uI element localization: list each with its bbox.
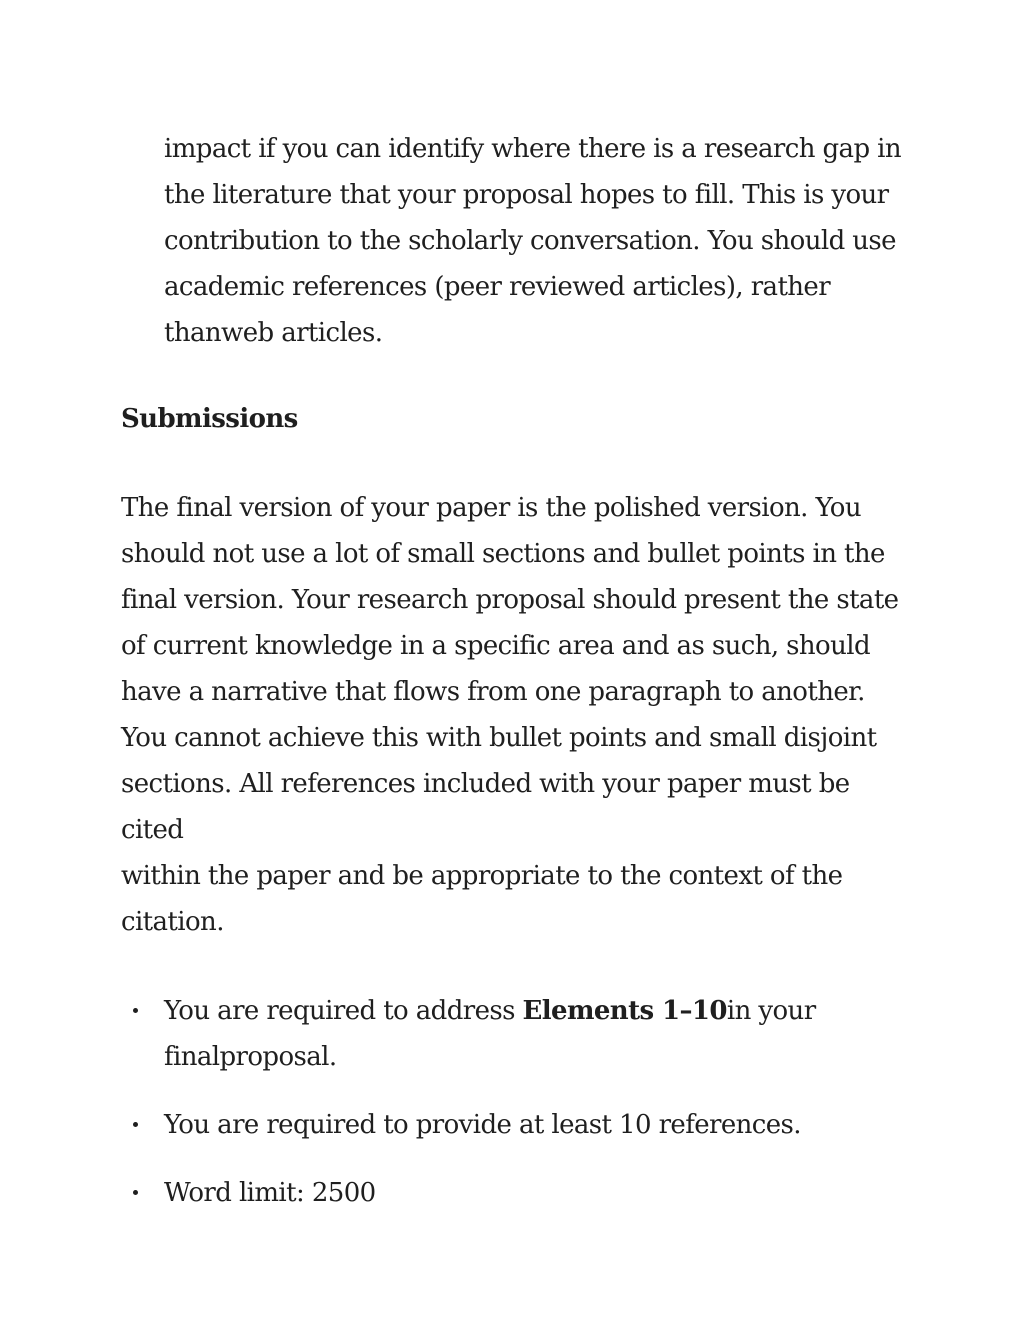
list-item-text: You are required to address [164, 996, 523, 1026]
text-line: sections. All references included with your paper must be cited [121, 769, 850, 845]
list-item [121, 1102, 911, 1148]
list-item-text: in your [726, 996, 816, 1026]
intro-continuation [164, 126, 911, 356]
requirements-list [121, 988, 911, 1216]
text-line: within the paper and be appropriate to the context of the [121, 861, 843, 891]
text-line: citation. [121, 907, 224, 937]
list-item [121, 1170, 911, 1216]
text-line: thanweb articles. [164, 318, 383, 348]
list-item-bold-text: Elements 1–10 [522, 996, 727, 1026]
list-item [121, 988, 911, 1080]
bullet-icon [133, 1008, 138, 1013]
text-line: impact if you can identify where there is a research gap in [164, 134, 902, 164]
text-line: The final version of your paper is the polished version. You [121, 493, 861, 523]
text-line: You cannot achieve this with bullet points and small disjoint [121, 723, 877, 753]
text-line [164, 988, 911, 1034]
list-item-text: You are required to provide at least 10 references. [164, 1110, 801, 1140]
text-line: should not use a lot of small sections and bullet points in the [121, 539, 885, 569]
text-line: academic references (peer reviewed articles), rather [164, 272, 831, 302]
section-heading-submissions: Submissions [121, 404, 298, 434]
text-line: the literature that your proposal hopes to fill. This is your [164, 180, 889, 210]
bullet-icon [133, 1190, 138, 1195]
text-line: contribution to the scholarly conversation. You should use [164, 226, 896, 256]
text-line: have a narrative that flows from one paragraph to another. [121, 677, 865, 707]
list-item-text: Word limit: 2500 [164, 1178, 376, 1208]
bullet-icon [133, 1122, 138, 1127]
text-line: of current knowledge in a specific area and as such, should [121, 631, 871, 661]
document-page [121, 126, 911, 1238]
text-line: finalproposal. [164, 1042, 337, 1072]
submissions-paragraph [121, 485, 911, 945]
text-line: final version. Your research proposal should present the state [121, 585, 899, 615]
